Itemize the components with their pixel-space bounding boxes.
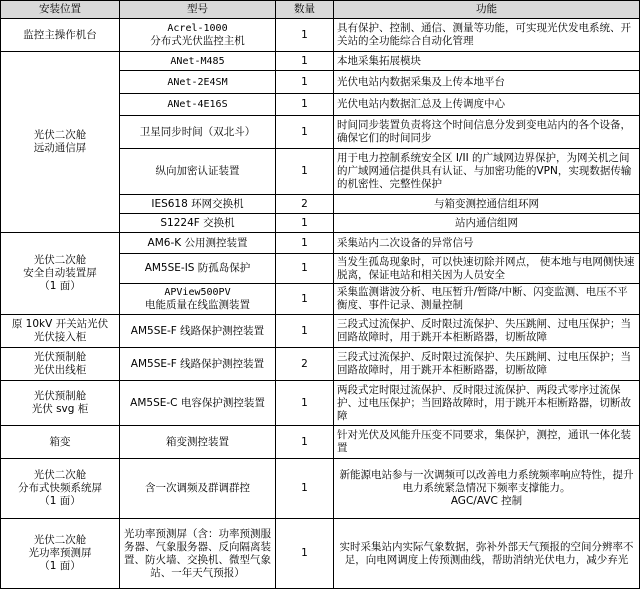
model-line: APView500PV xyxy=(164,287,231,298)
model-cell: IES618 环网交换机 xyxy=(120,195,276,214)
function-cell: 实时采集站内实际气象数据，弥补外部天气预报的空间分辨率不足，向电网调度上传预测曲线，帮助消纳光伏电力，减少弃光 xyxy=(334,519,640,589)
model-line: Acrel-1000 xyxy=(167,23,228,34)
quantity-cell: 1 xyxy=(276,149,334,195)
function-cell: 站内通信组网 xyxy=(334,214,640,233)
quantity-cell: 1 xyxy=(276,19,334,52)
model-cell: AM5SE-C 电容保护测控装置 xyxy=(120,381,276,426)
table-row xyxy=(1,315,640,348)
function-cell: 采集站内二次设备的异常信号 xyxy=(334,233,640,254)
location-cell: 光伏二次舱 分布式快频系统屏 （1 面） xyxy=(1,459,120,519)
function-cell: 用于电力控制系统安全区 I/II 的广域网边界保护，为网关机之间的广域网通信提供具有认证、与加密功能的VPN，实现数据传输的机密性、完整性保护 xyxy=(334,149,640,195)
quantity-cell: 1 xyxy=(276,315,334,348)
model-cell: ANet-M485 xyxy=(120,52,276,71)
function-cell: 时间同步装置负责将这个时间信息分发到变电站内的各个设备，确保它们的时间同步 xyxy=(334,116,640,149)
table-header-row xyxy=(1,1,640,19)
table-row xyxy=(1,459,640,519)
function-cell: 当发生孤岛现象时，可以快速切除并网点， 使本地与电网侧快速脱离，保证电站和相关因为人员安全 xyxy=(334,254,640,284)
location-cell: 光伏二次舱 安全自动装置屏 （1 面） xyxy=(1,233,120,315)
model-cell: S1224F 交换机 xyxy=(120,214,276,233)
model-cell: 卫星同步时间（双北斗） xyxy=(120,116,276,149)
function-cell: 光伏电站内数据汇总及上传调度中心 xyxy=(334,94,640,116)
function-cell: 光伏电站内数据采集及上传本地平台 xyxy=(334,71,640,94)
quantity-cell: 1 xyxy=(276,381,334,426)
table-row xyxy=(1,519,640,589)
quantity-cell: 1 xyxy=(276,459,334,519)
location-cell: 光伏预制舱 光伏 svg 柜 xyxy=(1,381,120,426)
table-row xyxy=(1,233,640,254)
function-cell: 两段式定时限过流保护、反时限过流保护、两段式零序过流保护、过电压保护；当回路故障时，用于跳开本柜断路器，切断故障 xyxy=(334,381,640,426)
function-cell: 新能源电站参与一次调频可以改善电力系统频率响应特性，提升电力系统紧急情况下频率支撑能力。 AGC/AVC 控制 xyxy=(334,459,640,519)
model-cell: 光功率预测屏（含：功率预测服务器、气象服务器、反向隔离装置、防火墙、交换机、微型气象站、一年天气预报） xyxy=(120,519,276,589)
function-cell: 采集监测谐波分析、电压暂升/暂降/中断、闪变监测、电压不平衡度、事件记录、测量控制 xyxy=(334,284,640,315)
location-cell: 光伏预制舱 光伏出线柜 xyxy=(1,348,120,381)
table-row xyxy=(1,19,640,52)
table-row xyxy=(1,426,640,459)
location-cell: 监控主操作机台 xyxy=(1,19,120,52)
function-cell: 具有保护、控制、通信、测量等功能，可实现光伏发电系统、开关站的全功能综合自动化管理 xyxy=(334,19,640,52)
function-cell: 三段式过流保护、反时限过流保护、失压跳闸、过电压保护；当回路故障时，用于跳开本柜断路器，切断故障 xyxy=(334,315,640,348)
table-row xyxy=(1,381,640,426)
function-cell: 与箱变测控通信组环网 xyxy=(334,195,640,214)
quantity-cell: 1 xyxy=(276,94,334,116)
quantity-cell: 1 xyxy=(276,254,334,284)
table-row xyxy=(1,52,640,71)
quantity-cell: 1 xyxy=(276,519,334,589)
location-cell: 光伏二次舱 远动通信屏 xyxy=(1,52,120,233)
model-cell: AM5SE-F 线路保护测控装置 xyxy=(120,348,276,381)
quantity-cell: 1 xyxy=(276,116,334,149)
quantity-cell: 1 xyxy=(276,426,334,459)
model-line: 电能质量在线监测装置 xyxy=(145,299,250,311)
model-cell: AM5SE-F 线路保护测控装置 xyxy=(120,315,276,348)
quantity-cell: 1 xyxy=(276,71,334,94)
header-quantity: 数量 xyxy=(276,1,334,19)
quantity-cell: 2 xyxy=(276,348,334,381)
model-cell xyxy=(120,19,276,52)
header-location: 安装位置 xyxy=(1,1,120,19)
model-cell: ANet-2E4SM xyxy=(120,71,276,94)
header-model: 型号 xyxy=(120,1,276,19)
quantity-cell: 1 xyxy=(276,214,334,233)
model-cell xyxy=(120,284,276,315)
location-cell: 箱变 xyxy=(1,426,120,459)
header-function: 功能 xyxy=(334,1,640,19)
model-cell: AM6-K 公用测控装置 xyxy=(120,233,276,254)
model-cell: 含一次调频及群调群控 xyxy=(120,459,276,519)
function-cell: 针对光伏及风能升压变不同要求，集保护，测控，通讯一体化装置 xyxy=(334,426,640,459)
quantity-cell: 1 xyxy=(276,52,334,71)
location-cell: 原 10kV 开关站光伏 光伏接入柜 xyxy=(1,315,120,348)
quantity-cell: 2 xyxy=(276,195,334,214)
function-cell: 三段式过流保护、反时限过流保护、失压跳闸、过电压保护；当回路故障时，用于跳开本柜断路器，切断故障 xyxy=(334,348,640,381)
location-cell: 光伏二次舱 光功率预测屏 （1 面） xyxy=(1,519,120,589)
quantity-cell: 1 xyxy=(276,233,334,254)
table-row xyxy=(1,348,640,381)
model-cell: 纵向加密认证装置 xyxy=(120,149,276,195)
function-cell: 本地采集拓展模块 xyxy=(334,52,640,71)
model-cell: AM5SE-IS 防孤岛保护 xyxy=(120,254,276,284)
model-line: 分布式光伏监控主机 xyxy=(150,35,245,47)
model-cell: ANet-4E16S xyxy=(120,94,276,116)
quantity-cell: 1 xyxy=(276,284,334,315)
model-cell: 箱变测控装置 xyxy=(120,426,276,459)
